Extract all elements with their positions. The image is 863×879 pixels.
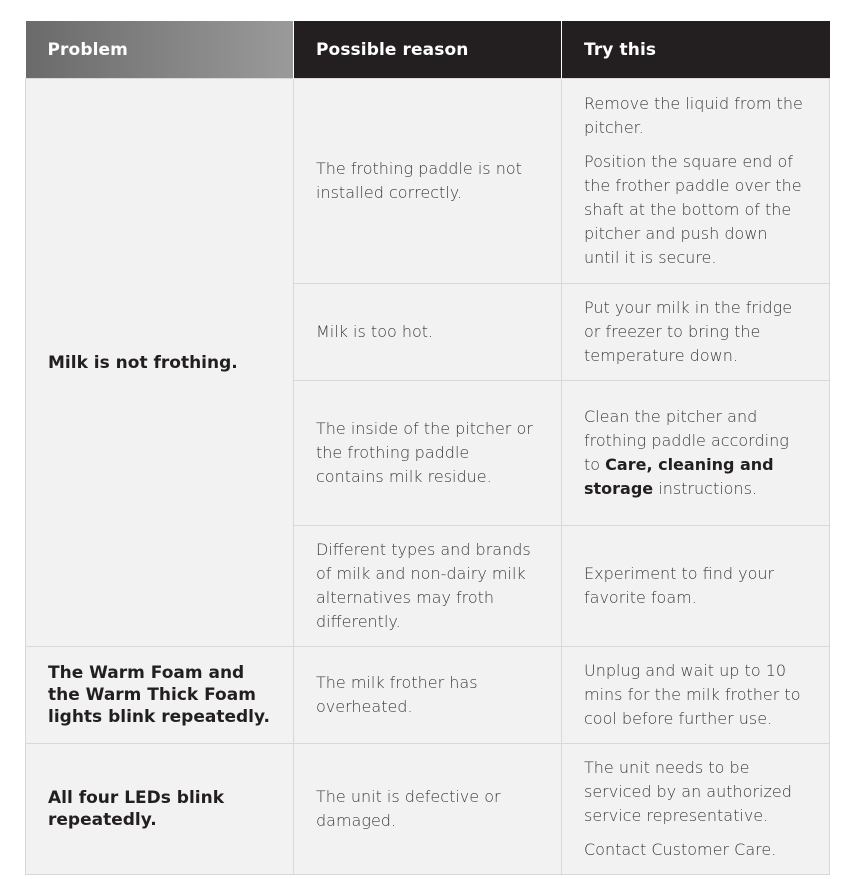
solution-cell (562, 381, 830, 526)
table-row (26, 647, 830, 744)
column-header-problem: Problem (26, 21, 294, 79)
column-header-possible-reason: Possible reason (294, 21, 562, 79)
table-row (26, 79, 830, 284)
solution-paragraph: Contact Customer Care. (584, 840, 777, 859)
problem-cell: The Warm Foam and the Warm Thick Foam lights blink repeatedly. (26, 647, 294, 744)
solution-paragraph: Remove the liquid from the pitcher. (584, 94, 803, 137)
reason-cell: The frothing paddle is not installed correctly. (294, 79, 562, 284)
troubleshooting-table (25, 21, 830, 875)
column-header-try-this: Try this (562, 21, 830, 79)
reason-cell: Different types and brands of milk and non-dairy milk alternatives may froth differently. (294, 526, 562, 647)
reason-cell: The unit is defective or damaged. (294, 744, 562, 875)
solution-paragraph: Position the square end of the frother paddle over the shaft at the bottom of the pitcher and push down until it is secure. (584, 152, 802, 267)
table-header-row (26, 21, 830, 79)
reason-cell: The milk frother has overheated. (294, 647, 562, 744)
solution-cell (562, 79, 830, 284)
solution-cell: Unplug and wait up to 10 mins for the milk frother to cool before further use. (562, 647, 830, 744)
problem-cell: Milk is not frothing. (26, 79, 294, 647)
problem-cell: All four LEDs blink repeatedly. (26, 744, 294, 875)
solution-cell (562, 744, 830, 875)
solution-text: instructions. (653, 479, 758, 498)
solution-text: Clean the pitcher and frothing paddle according to (584, 407, 789, 474)
solution-cell: Experiment to find your favorite foam. (562, 526, 830, 647)
table-row (26, 744, 830, 875)
reason-cell: Milk is too hot. (294, 284, 562, 381)
solution-cell: Put your milk in the fridge or freezer to bring the temperature down. (562, 284, 830, 381)
solution-paragraph: The unit needs to be serviced by an authorized service representative. (584, 758, 792, 825)
reason-cell: The inside of the pitcher or the frothing paddle contains milk residue. (294, 381, 562, 526)
care-cleaning-storage-reference: Care, cleaning and storage (584, 455, 774, 498)
